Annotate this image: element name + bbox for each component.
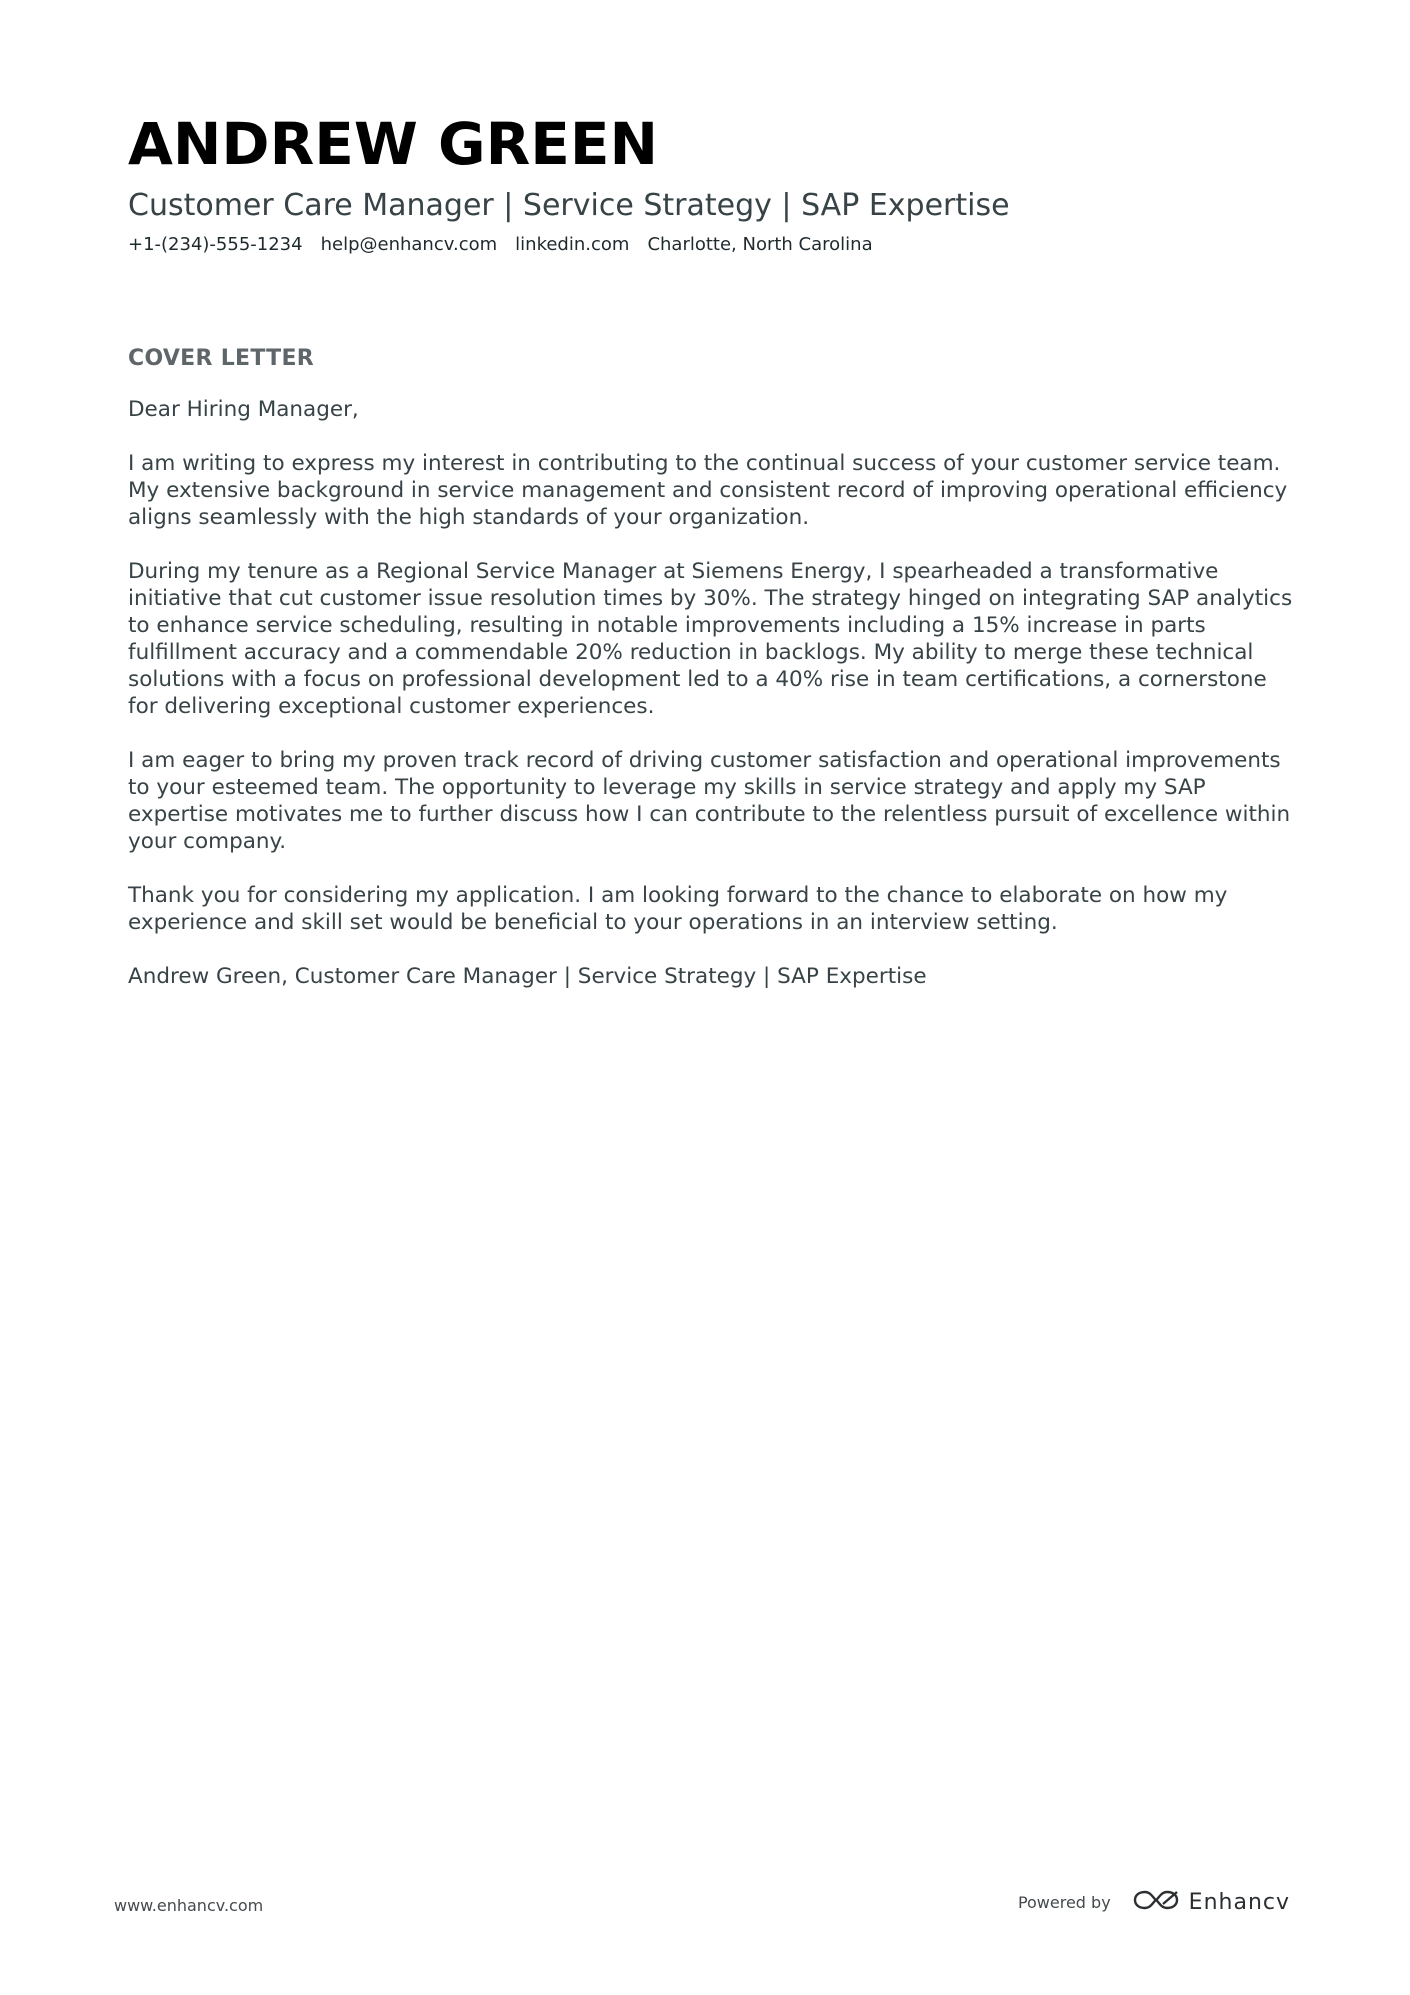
- letter-paragraph-1: I am writing to express my interest in contributing to the continual success of your customer service team. My extensive background in service management and consistent record of improving operational efficiency aligns seamlessly with the high standards of your organization.: [128, 451, 1288, 530]
- powered-by-label: Powered by: [1017, 1893, 1111, 1912]
- candidate-name: ANDREW GREEN: [128, 110, 659, 178]
- brand-name: Enhancv: [1188, 1890, 1290, 1915]
- enhancv-logo-icon: [1133, 1888, 1179, 1917]
- letter-signature: Andrew Green, Customer Care Manager | Service Strategy | SAP Expertise: [128, 964, 927, 989]
- footer-brand: [1018, 1888, 1290, 1917]
- contact-phone: +1-(234)-555-1234: [128, 234, 303, 255]
- page-footer: [114, 1888, 1290, 1918]
- contact-location: Charlotte, North Carolina: [647, 234, 873, 255]
- letter-paragraph-4: Thank you for considering my application. I am looking forward to the chance to elaborate on how my experience and skill set would be beneficial to your operations in an interview setting.: [128, 883, 1228, 935]
- candidate-headline: Customer Care Manager | Service Strategy | SAP Expertise: [128, 188, 1010, 223]
- section-title: COVER LETTER: [128, 346, 315, 371]
- footer-website-link[interactable]: www.enhancv.com: [114, 1896, 264, 1915]
- resume-header: [128, 108, 1288, 258]
- contact-info: [128, 232, 1288, 258]
- contact-linkedin[interactable]: linkedin.com: [515, 234, 630, 255]
- letter-greeting: Dear Hiring Manager,: [128, 397, 359, 422]
- contact-email[interactable]: help@enhancv.com: [320, 234, 498, 255]
- brand-logo[interactable]: [1133, 1888, 1290, 1917]
- letter-paragraph-3: I am eager to bring my proven track record of driving customer satisfaction and operational improvements to your esteemed team. The opportunity to leverage my skills in service strategy and apply my SAP expertise motivates me to further discuss how I can contribute to the relentless pursuit of excellence within your company.: [128, 748, 1291, 854]
- cover-letter-body: [128, 344, 1293, 1017]
- letter-paragraph-2: During my tenure as a Regional Service Manager at Siemens Energy, I spearheaded a transformative initiative that cut customer issue resolution times by 30%. The strategy hinged on integrating SAP analytics to enhance service scheduling, resulting in notable improvements including a 15% increase in parts fulfillment accuracy and a commendable 20% reduction in backlogs. My ability to merge these technical solutions with a focus on professional development led to a 40% rise in team certifications, a cornerstone for delivering exceptional customer experiences.: [128, 559, 1293, 719]
